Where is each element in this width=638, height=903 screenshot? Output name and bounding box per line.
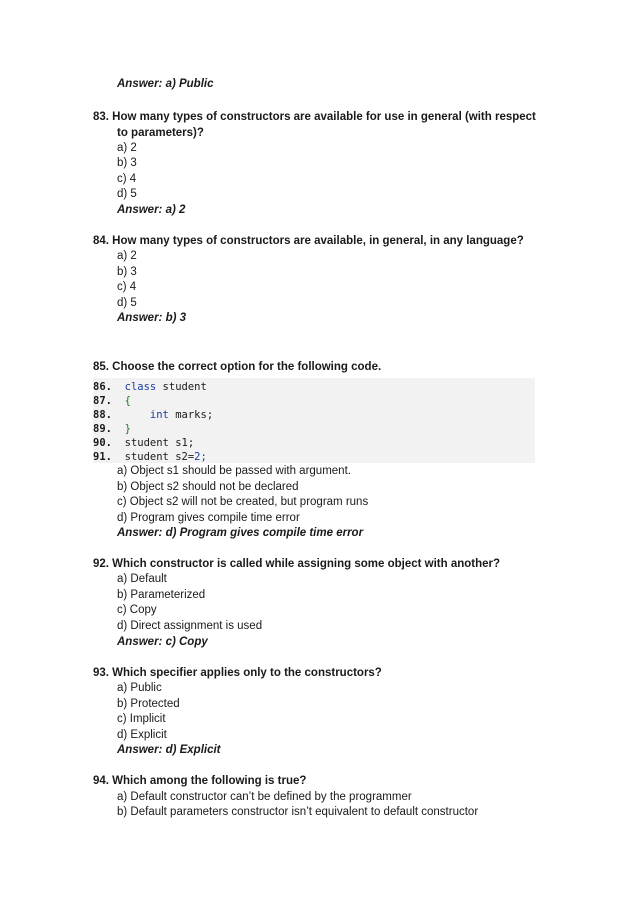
option-b: b) 3 [117, 266, 137, 278]
option-a: a) Default [117, 573, 167, 585]
option-d: d) Direct assignment is used [117, 620, 263, 632]
code-line-90: 90. student s1; [93, 437, 195, 449]
option-d: d) Explicit [117, 729, 167, 741]
option-b: b) Protected [117, 698, 180, 710]
question-84: 84. How many types of constructors are available, in general, in any language? [93, 235, 524, 247]
option-b: b) 3 [117, 157, 137, 169]
question-93: 93. Which specifier applies only to the constructors? [93, 667, 382, 679]
option-a: a) Object s1 should be passed with argument. [117, 465, 351, 477]
option-b: b) Parameterized [117, 589, 206, 601]
answer-line: Answer: a) Public [117, 78, 214, 90]
answer-92: Answer: c) Copy [117, 636, 208, 648]
code-line-91: 91. student s2=2; [93, 451, 207, 463]
question-85: 85. Choose the correct option for the following code. [93, 361, 382, 373]
option-a: a) Public [117, 682, 162, 694]
option-d: d) 5 [117, 188, 137, 200]
option-c: c) Implicit [117, 713, 166, 725]
question-92: 92. Which constructor is called while assigning some object with another? [93, 558, 501, 570]
option-a: a) Default constructor can’t be defined by the programmer [117, 791, 412, 803]
option-a: a) 2 [117, 250, 137, 262]
answer-93: Answer: d) Explicit [117, 744, 221, 756]
option-b: b) Default parameters constructor isn’t equivalent to default constructor [117, 806, 479, 818]
option-c: c) Object s2 will not be created, but program runs [117, 496, 369, 508]
code-line-86: 86. class student [93, 381, 207, 393]
option-c: c) 4 [117, 173, 137, 185]
question-94: 94. Which among the following is true? [93, 775, 307, 787]
question-83: 83. How many types of constructors are available for use in general (with respect [93, 111, 536, 123]
option-a: a) 2 [117, 142, 137, 154]
question-83-continued: to parameters)? [117, 127, 204, 139]
answer-85: Answer: d) Program gives compile time error [117, 527, 364, 539]
option-c: c) Copy [117, 604, 157, 616]
answer-83: Answer: a) 2 [117, 204, 186, 216]
answer-84: Answer: b) 3 [117, 312, 187, 324]
code-line-88: 88. int marks; [93, 409, 214, 421]
code-line-87: 87. { [93, 395, 131, 407]
option-d: d) Program gives compile time error [117, 512, 300, 524]
option-c: c) 4 [117, 281, 137, 293]
option-b: b) Object s2 should not be declared [117, 481, 299, 493]
option-d: d) 5 [117, 297, 137, 309]
code-line-89: 89. } [93, 423, 131, 435]
